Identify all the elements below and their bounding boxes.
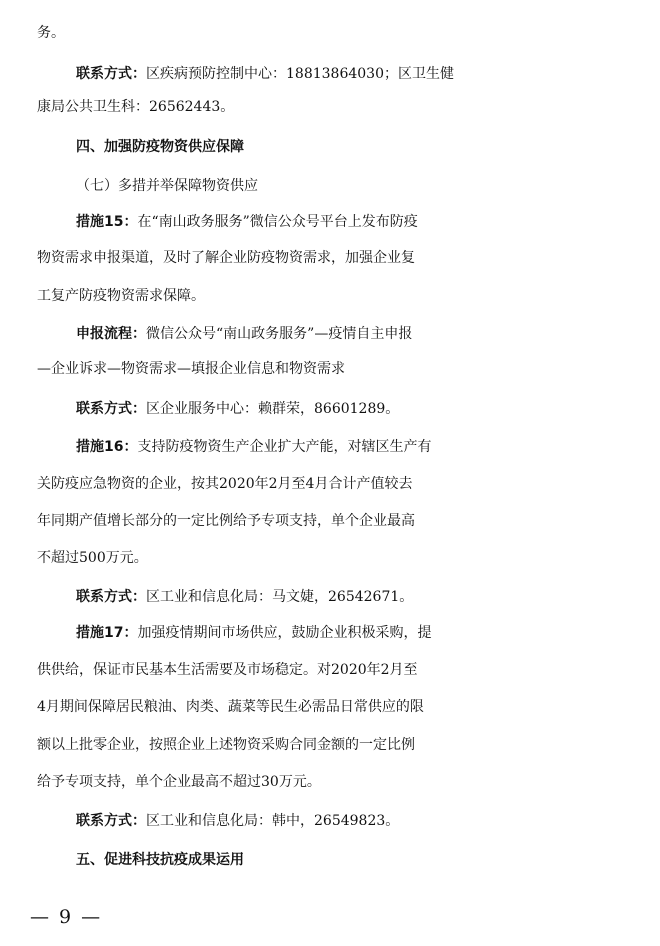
subsection-heading-7 — [0, 173, 660, 199]
text-span: 关防疫应急物资的企业，按其2020年2月至4月合计产值较去 — [37, 476, 413, 492]
text-span: —企业诉求—物资需求—填报企业信息和物资需求 — [37, 361, 345, 377]
text-line — [0, 545, 660, 571]
text-line — [0, 245, 660, 271]
text-line — [0, 471, 660, 497]
section-heading-5 — [0, 847, 660, 873]
process-label: 申报流程： — [76, 326, 146, 342]
process-text: 微信公众号“南山政务服务”—疫情自主申报 — [146, 326, 413, 342]
contact-line — [0, 584, 660, 610]
text-line — [0, 694, 660, 720]
contact-text: 区疾病预防控制中心：18813864030；区卫生健 — [146, 66, 454, 82]
section-heading-4 — [0, 134, 660, 160]
measure-label: 措施15： — [76, 214, 138, 230]
heading-text: （七）多措并举保障物资供应 — [76, 178, 258, 194]
text-span: 给予专项支持，单个企业最高不超过30万元。 — [37, 774, 321, 790]
text-line — [0, 20, 660, 46]
process-line — [0, 321, 660, 347]
contact-line — [0, 396, 660, 422]
measure-label: 措施16： — [76, 439, 138, 455]
contact-text: 区工业和信息化局：马文婕，26542671。 — [146, 589, 414, 605]
text-span: 康局公共卫生科：26562443。 — [37, 99, 235, 115]
contact-line — [0, 808, 660, 834]
text-line — [0, 94, 660, 120]
measure-17-line — [0, 620, 660, 646]
measure-15-line — [0, 209, 660, 235]
text-line — [0, 657, 660, 683]
contact-label: 联系方式： — [76, 813, 146, 829]
text-span: 不超过500万元。 — [37, 550, 148, 566]
text-line — [0, 732, 660, 758]
contact-text: 区工业和信息化局：韩中，26549823。 — [146, 813, 400, 829]
text-line — [0, 769, 660, 795]
heading-text: 四、加强防疫物资供应保障 — [76, 139, 244, 155]
measure-text: 支持防疫物资生产企业扩大产能，对辖区生产有 — [137, 439, 432, 455]
text-span: 4月期间保障居民粮油、肉类、蔬菜等民生必需品日常供应的限 — [37, 699, 424, 715]
measure-label: 措施17： — [76, 625, 138, 641]
text-span: 务。 — [37, 25, 65, 41]
text-span: 供供给，保证市民基本生活需要及市场稳定。对2020年2月至 — [37, 662, 418, 678]
measure-16-line — [0, 434, 660, 460]
heading-text: 五、促进科技抗疫成果运用 — [76, 852, 244, 868]
text-line — [0, 283, 660, 309]
text-span: 额以上批零企业，按照企业上述物资采购合同金额的一定比例 — [37, 737, 415, 753]
text-line — [0, 356, 660, 382]
page-number: — 9 — — [30, 906, 103, 928]
contact-label: 联系方式： — [76, 66, 146, 82]
contact-label: 联系方式： — [76, 401, 146, 417]
contact-text: 区企业服务中心：赖群荣，86601289。 — [146, 401, 400, 417]
contact-line — [0, 61, 660, 87]
text-span: 物资需求申报渠道，及时了解企业防疫物资需求，加强企业复 — [37, 250, 415, 266]
measure-text: 在“南山政务服务”微信公众号平台上发布防疫 — [137, 214, 418, 230]
contact-label: 联系方式： — [76, 589, 146, 605]
text-line — [0, 508, 660, 534]
text-span: 工复产防疫物资需求保障。 — [37, 288, 205, 304]
measure-text: 加强疫情期间市场供应，鼓励企业积极采购，提 — [137, 625, 432, 641]
text-span: 年同期产值增长部分的一定比例给予专项支持，单个企业最高 — [37, 513, 415, 529]
